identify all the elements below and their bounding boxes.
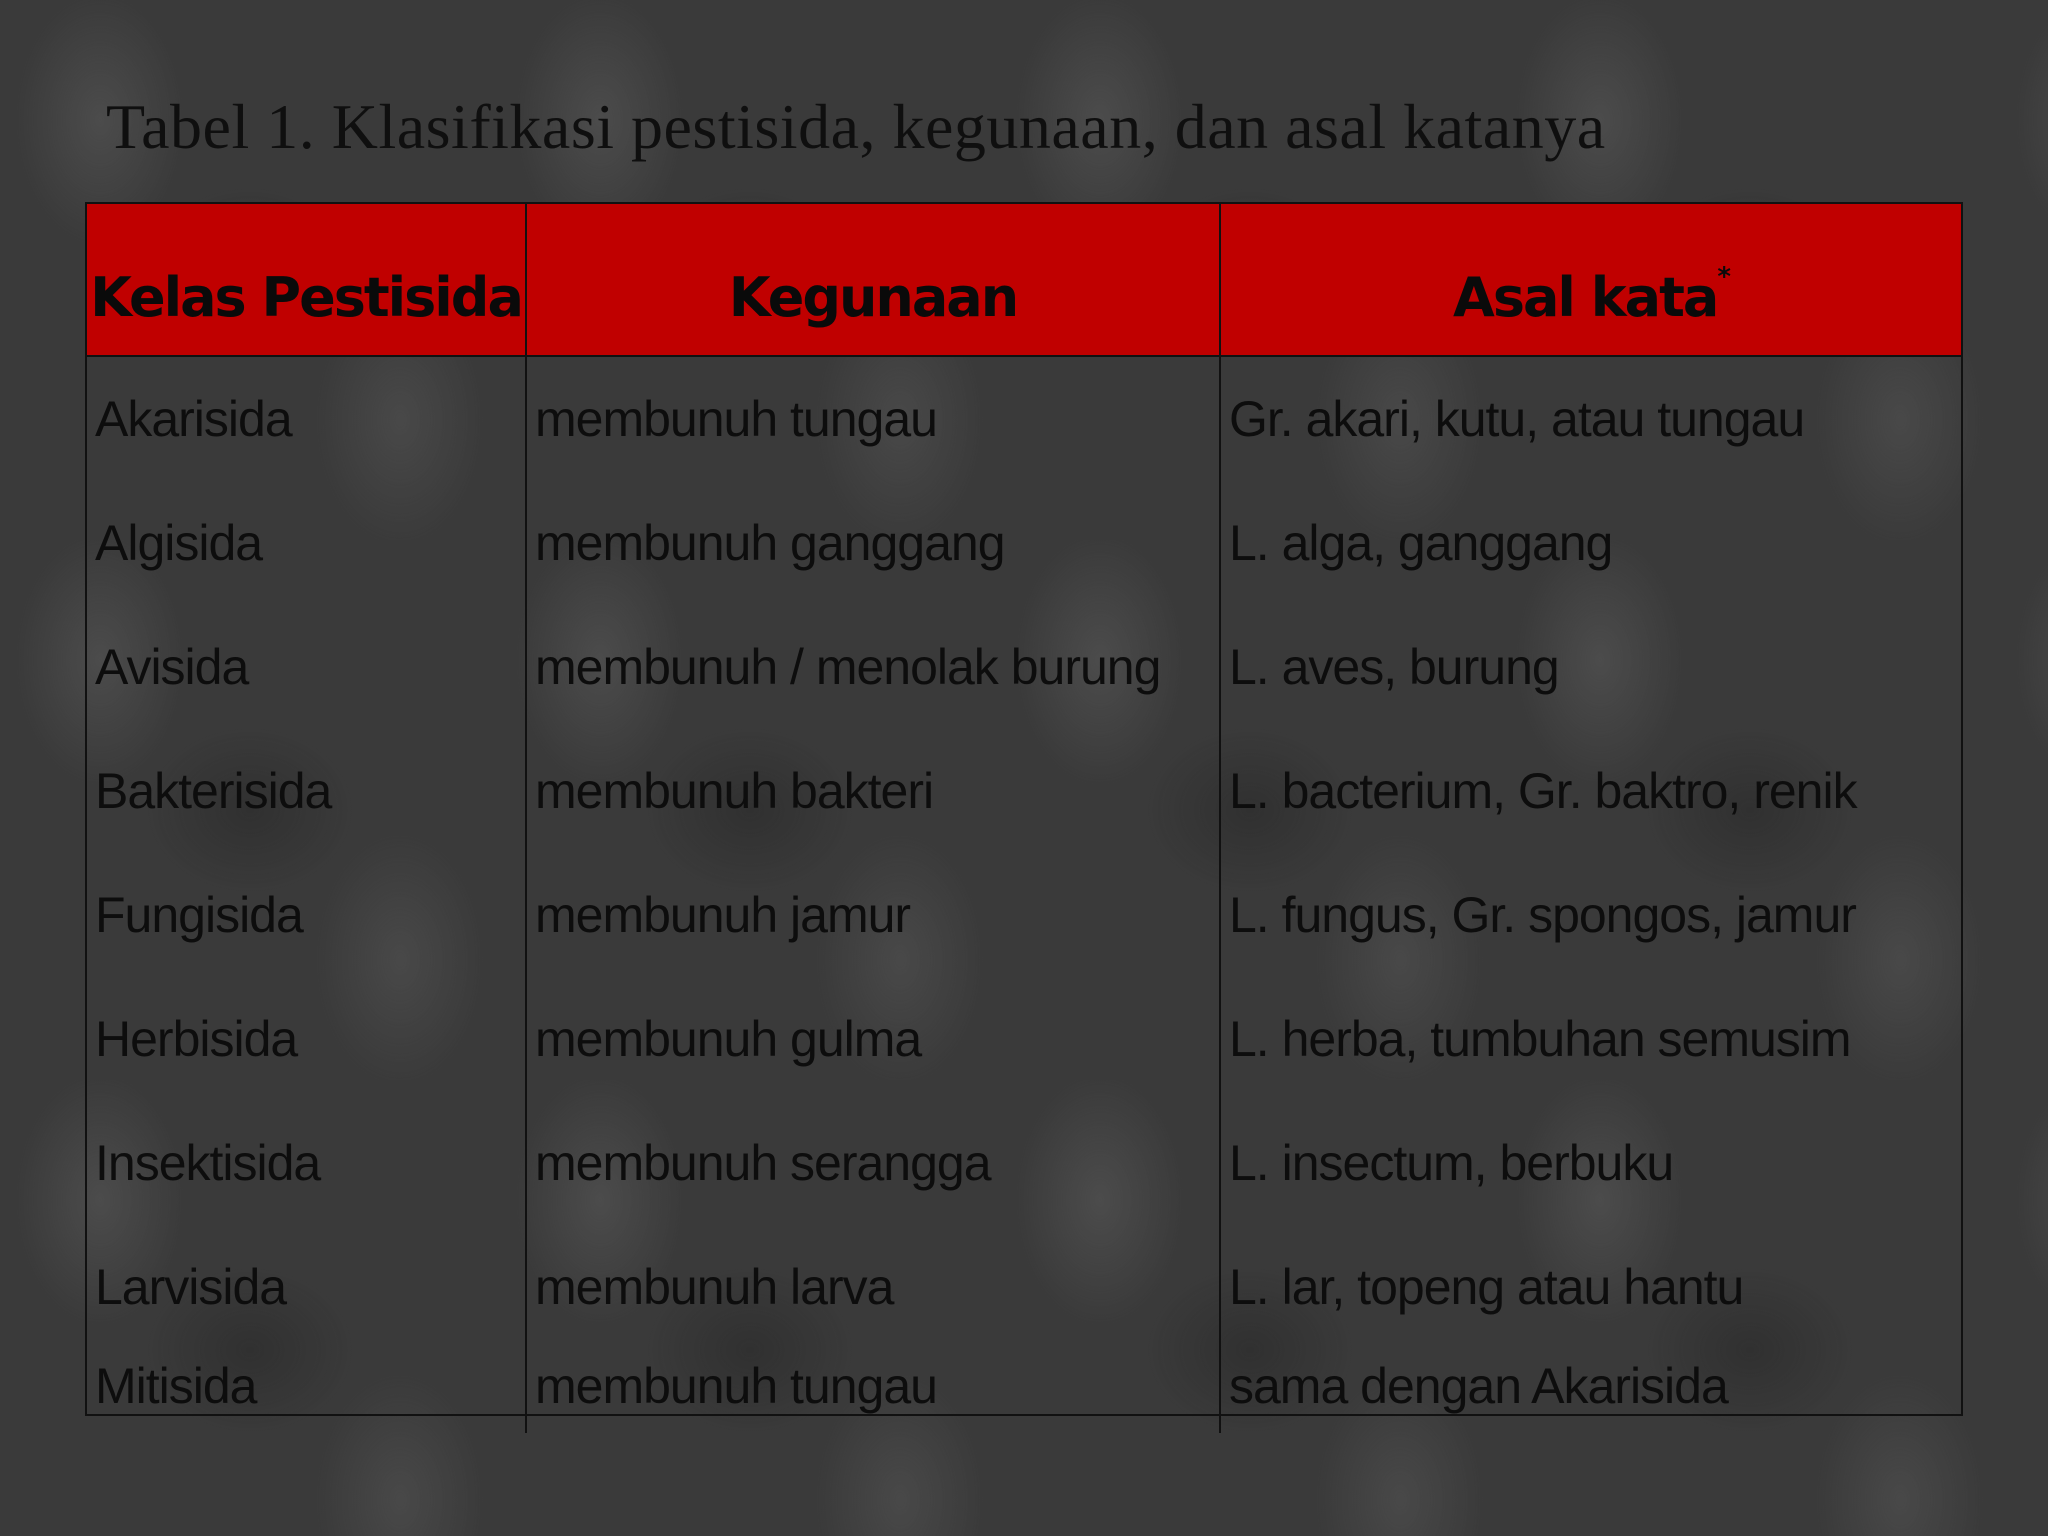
- table-body: [87, 356, 1961, 1433]
- cell-asal-kata: Gr. akari, kutu, atau tungau: [1220, 356, 1961, 481]
- cell-kegunaan: membunuh serangga: [526, 1101, 1220, 1225]
- pesticide-table: [85, 202, 1963, 1416]
- table-row: [87, 481, 1961, 605]
- table-row: [87, 356, 1961, 481]
- table-row: [87, 605, 1961, 729]
- cell-asal-kata: L. alga, ganggang: [1220, 481, 1961, 605]
- cell-kegunaan: membunuh tungau: [526, 356, 1220, 481]
- cell-asal-kata: L. fungus, Gr. spongos, jamur: [1220, 853, 1961, 977]
- table-grid: [87, 204, 1961, 1433]
- table-row: [87, 1349, 1961, 1433]
- cell-kelas: Fungisida: [95, 887, 303, 943]
- cell-kelas: Larvisida: [95, 1259, 287, 1315]
- cell-kegunaan: membunuh tungau: [526, 1349, 1220, 1433]
- cell-kelas: Mitisida: [95, 1358, 257, 1414]
- cell-asal-kata: L. insectum, berbuku: [1220, 1101, 1961, 1225]
- cell-kelas: Akarisida: [95, 391, 292, 447]
- table-row: [87, 977, 1961, 1101]
- table-row: [87, 853, 1961, 977]
- table-row: [87, 1101, 1961, 1225]
- cell-asal-kata: L. aves, burung: [1220, 605, 1961, 729]
- cell-kegunaan: membunuh ganggang: [526, 481, 1220, 605]
- header-kegunaan: Kegunaan: [526, 204, 1220, 356]
- cell-asal-kata: L. bacterium, Gr. baktro, renik: [1220, 729, 1961, 853]
- cell-kegunaan: membunuh / menolak burung: [526, 605, 1220, 729]
- cell-kegunaan: membunuh gulma: [526, 977, 1220, 1101]
- cell-asal-kata: L. lar, topeng atau hantu: [1220, 1225, 1961, 1349]
- cell-kelas: Insektisida: [95, 1135, 321, 1191]
- cell-kegunaan: membunuh jamur: [526, 853, 1220, 977]
- table-header: [87, 204, 1961, 356]
- footnote-mark: *: [1717, 261, 1729, 292]
- cell-kelas: Algisida: [95, 515, 263, 571]
- cell-kelas: Avisida: [95, 639, 249, 695]
- cell-kelas: Bakterisida: [95, 763, 332, 819]
- cell-kegunaan: membunuh larva: [526, 1225, 1220, 1349]
- table-row: [87, 729, 1961, 853]
- cell-kelas: Herbisida: [95, 1011, 298, 1067]
- header-row: [87, 204, 1961, 356]
- table-row: [87, 1225, 1961, 1349]
- cell-asal-kata: L. herba, tumbuhan semusim: [1220, 977, 1961, 1101]
- cell-asal-kata: sama dengan Akarisida: [1220, 1349, 1961, 1433]
- header-asal-kata: Asal kata*: [1220, 204, 1961, 356]
- cell-kegunaan: membunuh bakteri: [526, 729, 1220, 853]
- slide-title: Tabel 1. Klasifikasi pestisida, kegunaan, dan asal katanya: [106, 91, 1606, 162]
- header-kelas-pestisida: Kelas Pestisida: [87, 204, 526, 356]
